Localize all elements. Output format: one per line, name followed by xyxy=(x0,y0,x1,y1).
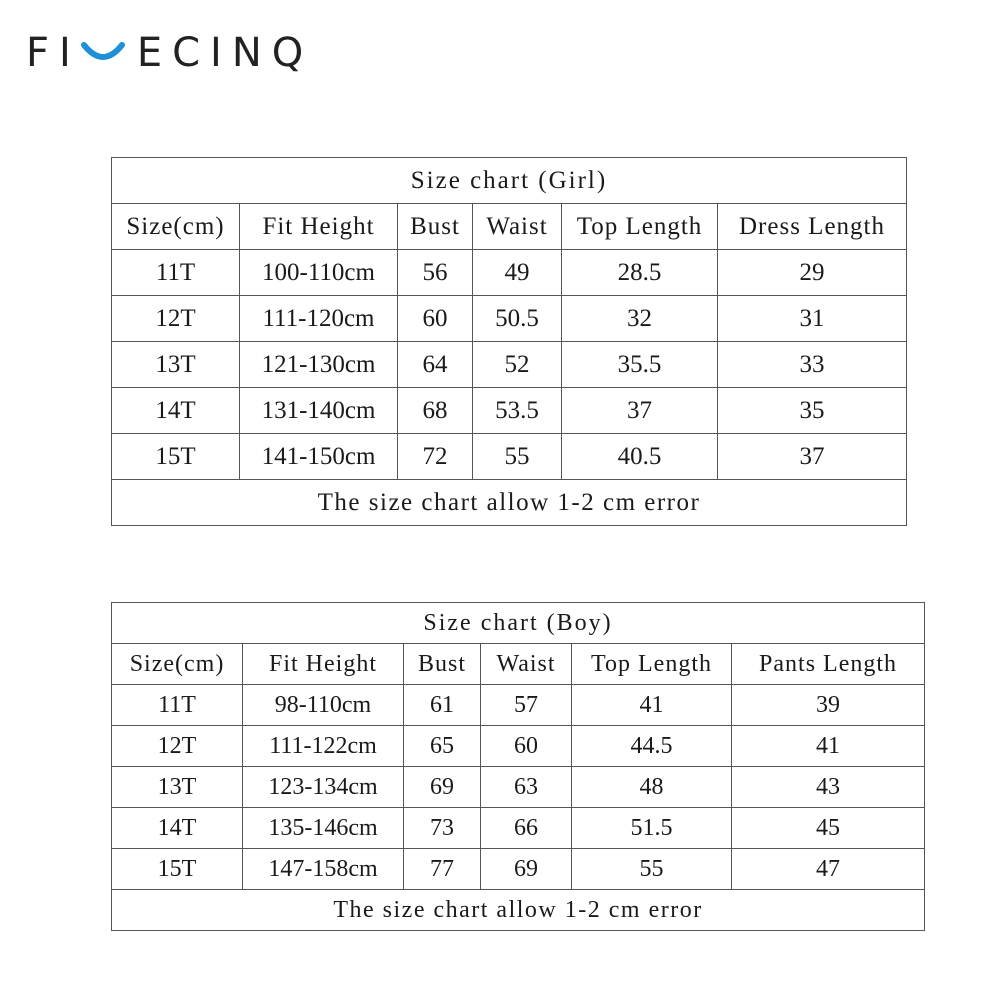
table-cell: 141-150cm xyxy=(240,434,398,480)
column-header: Fit Height xyxy=(240,204,398,250)
table-cell: 63 xyxy=(481,767,572,808)
table-cell: 100-110cm xyxy=(240,250,398,296)
table-row xyxy=(112,342,907,388)
column-header: Waist xyxy=(481,644,572,685)
table-row xyxy=(112,808,925,849)
table-cell: 50.5 xyxy=(473,296,562,342)
brand-logo-right: ECINQ xyxy=(136,30,314,76)
table-cell: 121-130cm xyxy=(240,342,398,388)
table-cell: 37 xyxy=(562,388,718,434)
table-cell: 48 xyxy=(572,767,732,808)
column-header: Bust xyxy=(404,644,481,685)
table-cell: 41 xyxy=(572,685,732,726)
table-cell: 111-122cm xyxy=(243,726,404,767)
table-cell: 12T xyxy=(112,296,240,342)
table-row xyxy=(112,685,925,726)
table-cell: 49 xyxy=(473,250,562,296)
table-header-row xyxy=(112,204,907,250)
table-cell: 33 xyxy=(718,342,907,388)
table-title-row xyxy=(112,158,907,204)
table-cell: 131-140cm xyxy=(240,388,398,434)
table-cell: 11T xyxy=(112,685,243,726)
table-cell: 35.5 xyxy=(562,342,718,388)
table-cell: 43 xyxy=(732,767,925,808)
table-cell: 39 xyxy=(732,685,925,726)
girl-table-title: Size chart (Girl) xyxy=(112,158,907,204)
table-note-row xyxy=(112,890,925,931)
column-header: Fit Height xyxy=(243,644,404,685)
table-cell: 60 xyxy=(481,726,572,767)
column-header: Waist xyxy=(473,204,562,250)
column-header: Size(cm) xyxy=(112,644,243,685)
table-cell: 37 xyxy=(718,434,907,480)
table-cell: 55 xyxy=(473,434,562,480)
table-cell: 41 xyxy=(732,726,925,767)
table-cell: 111-120cm xyxy=(240,296,398,342)
column-header: Top Length xyxy=(562,204,718,250)
table-cell: 69 xyxy=(404,767,481,808)
table-cell: 73 xyxy=(404,808,481,849)
table-cell: 55 xyxy=(572,849,732,890)
table-cell: 31 xyxy=(718,296,907,342)
table-cell: 53.5 xyxy=(473,388,562,434)
boy-table-note: The size chart allow 1-2 cm error xyxy=(112,890,925,931)
girl-size-table xyxy=(111,157,907,526)
column-header: Top Length xyxy=(572,644,732,685)
table-row xyxy=(112,434,907,480)
table-cell: 45 xyxy=(732,808,925,849)
brand-logo-left: FI xyxy=(26,30,81,76)
table-row xyxy=(112,296,907,342)
table-cell: 98-110cm xyxy=(243,685,404,726)
table-cell: 56 xyxy=(398,250,473,296)
table-cell: 123-134cm xyxy=(243,767,404,808)
table-cell: 11T xyxy=(112,250,240,296)
table-cell: 51.5 xyxy=(572,808,732,849)
table-cell: 147-158cm xyxy=(243,849,404,890)
table-row xyxy=(112,726,925,767)
table-cell: 44.5 xyxy=(572,726,732,767)
table-cell: 64 xyxy=(398,342,473,388)
table-cell: 14T xyxy=(112,388,240,434)
table-title-row xyxy=(112,603,925,644)
column-header: Pants Length xyxy=(732,644,925,685)
table-cell: 68 xyxy=(398,388,473,434)
table-cell: 47 xyxy=(732,849,925,890)
table-cell: 29 xyxy=(718,250,907,296)
table-cell: 61 xyxy=(404,685,481,726)
table-cell: 28.5 xyxy=(562,250,718,296)
table-row xyxy=(112,849,925,890)
table-cell: 14T xyxy=(112,808,243,849)
table-cell: 57 xyxy=(481,685,572,726)
table-cell: 12T xyxy=(112,726,243,767)
table-note-row xyxy=(112,480,907,526)
table-header-row xyxy=(112,644,925,685)
table-cell: 52 xyxy=(473,342,562,388)
table-cell: 15T xyxy=(112,849,243,890)
table-cell: 13T xyxy=(112,767,243,808)
table-cell: 66 xyxy=(481,808,572,849)
girl-table-note: The size chart allow 1-2 cm error xyxy=(112,480,907,526)
table-cell: 60 xyxy=(398,296,473,342)
column-header: Dress Length xyxy=(718,204,907,250)
table-cell: 13T xyxy=(112,342,240,388)
column-header: Size(cm) xyxy=(112,204,240,250)
boy-table-title: Size chart (Boy) xyxy=(112,603,925,644)
column-header: Bust xyxy=(398,204,473,250)
table-cell: 77 xyxy=(404,849,481,890)
brand-logo xyxy=(26,28,313,78)
table-cell: 40.5 xyxy=(562,434,718,480)
table-cell: 15T xyxy=(112,434,240,480)
table-cell: 35 xyxy=(718,388,907,434)
table-row xyxy=(112,250,907,296)
boy-size-table xyxy=(111,602,925,931)
smile-curve-icon xyxy=(81,39,125,63)
table-cell: 72 xyxy=(398,434,473,480)
table-cell: 32 xyxy=(562,296,718,342)
table-cell: 135-146cm xyxy=(243,808,404,849)
table-cell: 69 xyxy=(481,849,572,890)
table-row xyxy=(112,767,925,808)
table-row xyxy=(112,388,907,434)
table-cell: 65 xyxy=(404,726,481,767)
